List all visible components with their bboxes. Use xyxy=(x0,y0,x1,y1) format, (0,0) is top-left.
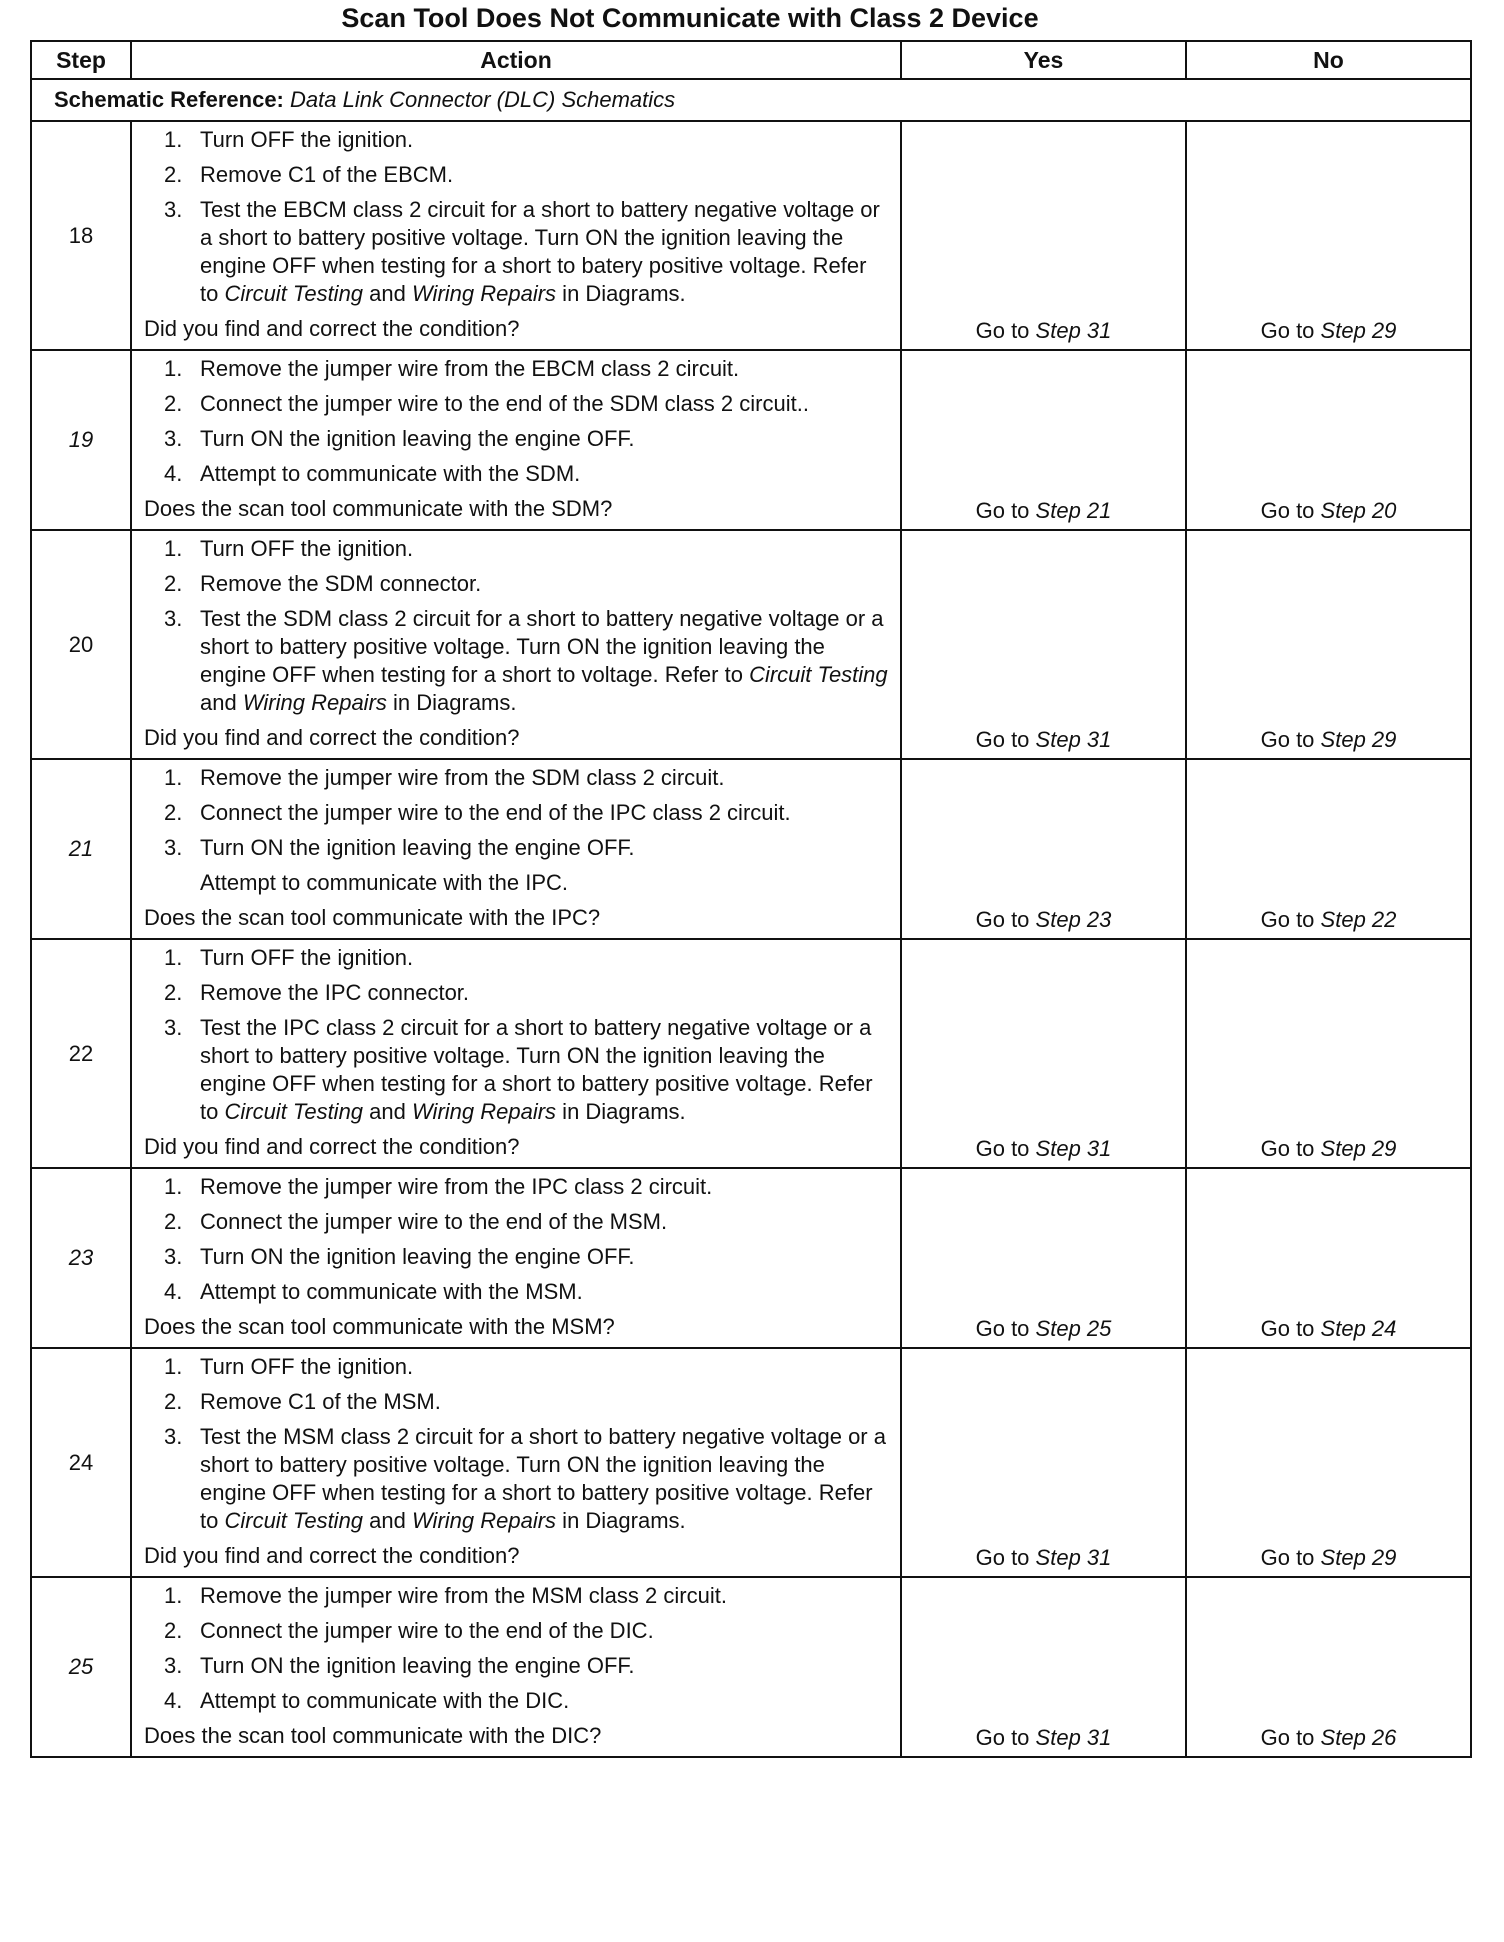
goto-prefix: Go to xyxy=(1260,1545,1315,1570)
action-text: Attempt to communicate with the MSM. xyxy=(200,1279,583,1304)
action-cell xyxy=(131,759,901,939)
action-item xyxy=(144,1014,890,1126)
goto-prefix: Go to xyxy=(975,1545,1030,1570)
no-result xyxy=(1186,1168,1471,1348)
action-number: 1. xyxy=(164,127,183,152)
action-list xyxy=(144,1353,890,1535)
action-cell xyxy=(131,350,901,530)
action-text: Remove the SDM connector. xyxy=(200,571,482,596)
action-item xyxy=(144,799,890,827)
question-text: Did you find and correct the condition? xyxy=(144,1543,520,1568)
action-list xyxy=(144,764,890,897)
action-text: Attempt to communicate with the SDM. xyxy=(200,461,581,486)
reference-label: Schematic Reference: xyxy=(54,87,284,112)
action-list xyxy=(144,535,890,717)
step-number: 21 xyxy=(31,759,131,939)
action-number: 3. xyxy=(164,426,183,451)
step-row xyxy=(31,1348,1471,1577)
action-text: Attempt to communicate with the IPC. xyxy=(200,870,569,895)
action-text: Turn ON the ignition leaving the engine OFF. xyxy=(200,1244,635,1269)
action-list xyxy=(144,355,890,488)
action-list xyxy=(144,126,890,308)
goto-step-link: Step 31 xyxy=(1035,1136,1112,1161)
action-text: Turn ON the ignition leaving the engine OFF. xyxy=(200,1653,635,1678)
yes-result xyxy=(901,1577,1186,1757)
yes-result xyxy=(901,350,1186,530)
yes-result xyxy=(901,759,1186,939)
action-item xyxy=(144,1388,890,1416)
action-cell xyxy=(131,1168,901,1348)
action-text: Remove the jumper wire from the SDM class 2 circuit. xyxy=(200,765,725,790)
action-text: Remove the IPC connector. xyxy=(200,980,470,1005)
goto-step-link: Step 31 xyxy=(1035,727,1112,752)
step-number: 20 xyxy=(31,530,131,759)
goto-step-link: Step 26 xyxy=(1320,1725,1397,1750)
action-text: Remove the jumper wire from the MSM class 2 circuit. xyxy=(200,1583,727,1608)
goto-prefix: Go to xyxy=(975,1725,1030,1750)
action-number: 2. xyxy=(164,1389,183,1414)
action-number: 1. xyxy=(164,356,183,381)
action-item xyxy=(144,1423,890,1535)
goto-step-link: Step 24 xyxy=(1320,1316,1397,1341)
action-list xyxy=(144,1582,890,1715)
action-number: 2. xyxy=(164,571,183,596)
action-text: Turn OFF the ignition. xyxy=(200,536,414,561)
goto-prefix: Go to xyxy=(975,1136,1030,1161)
action-item xyxy=(144,196,890,308)
goto-prefix: Go to xyxy=(975,907,1030,932)
goto-prefix: Go to xyxy=(1260,1136,1315,1161)
action-cell xyxy=(131,1577,901,1757)
page-title: Scan Tool Does Not Communicate with Class 2 Device xyxy=(341,3,1039,33)
no-result xyxy=(1186,121,1471,350)
action-number: 2. xyxy=(164,800,183,825)
action-list xyxy=(144,1173,890,1306)
no-result xyxy=(1186,1348,1471,1577)
step-row xyxy=(31,759,1471,939)
action-text: Turn OFF the ignition. xyxy=(200,127,414,152)
action-text: Turn ON the ignition leaving the engine OFF. xyxy=(200,426,635,451)
action-text: Remove C1 of the EBCM. xyxy=(200,162,454,187)
action-item xyxy=(144,605,890,717)
step-number: 19 xyxy=(31,350,131,530)
goto-step-link: Step 20 xyxy=(1320,498,1397,523)
action-list xyxy=(144,944,890,1126)
header-yes: Yes xyxy=(901,41,1186,79)
action-number: 1. xyxy=(164,1174,183,1199)
yes-result xyxy=(901,530,1186,759)
action-number: 1. xyxy=(164,1583,183,1608)
action-item xyxy=(144,355,890,383)
goto-step-link: Step 29 xyxy=(1320,1136,1397,1161)
no-result xyxy=(1186,939,1471,1168)
goto-prefix: Go to xyxy=(1260,727,1315,752)
action-number: 4. xyxy=(164,461,183,486)
goto-step-link: Step 22 xyxy=(1320,907,1397,932)
action-number: 4. xyxy=(164,1688,183,1713)
header-action: Action xyxy=(131,41,901,79)
action-item xyxy=(144,390,890,418)
action-item xyxy=(144,979,890,1007)
action-text: Connect the jumper wire to the end of the DIC. xyxy=(200,1618,654,1643)
step-number: 23 xyxy=(31,1168,131,1348)
question-text: Did you find and correct the condition? xyxy=(144,725,520,750)
action-number: 3. xyxy=(164,197,183,222)
goto-prefix: Go to xyxy=(975,498,1030,523)
action-text: Remove C1 of the MSM. xyxy=(200,1389,441,1414)
goto-prefix: Go to xyxy=(1260,1316,1315,1341)
action-cell xyxy=(131,939,901,1168)
action-text: Test the IPC class 2 circuit for a short to battery negative voltage or a short to battery positive voltage. Turn ON the ignition leaving the engine OFF when testing for a short to battery positive voltage. Refer to Circuit Testing and Wiring Repairs in Diagrams. xyxy=(200,1015,873,1124)
goto-step-link: Step 21 xyxy=(1035,498,1112,523)
action-number: 3. xyxy=(164,606,183,631)
action-number: 2. xyxy=(164,980,183,1005)
action-item xyxy=(144,570,890,598)
action-item xyxy=(144,126,890,154)
action-cell xyxy=(131,1348,901,1577)
action-text: Test the SDM class 2 circuit for a short to battery negative voltage or a short to battery positive voltage. Turn ON the ignition leaving the engine OFF when testing for a short to voltage. Refer to Circuit Testing and Wiring Repairs in Diagrams. xyxy=(200,606,888,715)
action-number: 3. xyxy=(164,1244,183,1269)
action-item xyxy=(144,535,890,563)
goto-prefix: Go to xyxy=(975,727,1030,752)
no-result xyxy=(1186,1577,1471,1757)
action-item xyxy=(144,1278,890,1306)
question-text: Did you find and correct the condition? xyxy=(144,1134,520,1159)
goto-step-link: Step 25 xyxy=(1035,1316,1112,1341)
action-number: 1. xyxy=(164,1354,183,1379)
step-row xyxy=(31,1577,1471,1757)
yes-result xyxy=(901,939,1186,1168)
action-number: 2. xyxy=(164,391,183,416)
action-item xyxy=(144,869,890,897)
action-number: 1. xyxy=(164,536,183,561)
action-number: 3. xyxy=(164,1653,183,1678)
schematic-reference xyxy=(31,79,1471,121)
goto-prefix: Go to xyxy=(975,318,1030,343)
action-text: Turn OFF the ignition. xyxy=(200,945,414,970)
action-text: Turn OFF the ignition. xyxy=(200,1354,414,1379)
action-number: 3. xyxy=(164,1015,183,1040)
question-text: Does the scan tool communicate with the MSM? xyxy=(144,1314,615,1339)
action-number: 3. xyxy=(164,1424,183,1449)
header-no: No xyxy=(1186,41,1471,79)
action-text: Connect the jumper wire to the end of the SDM class 2 circuit.. xyxy=(200,391,809,416)
action-item xyxy=(144,1617,890,1645)
goto-step-link: Step 31 xyxy=(1035,318,1112,343)
action-item xyxy=(144,1353,890,1381)
action-item xyxy=(144,1208,890,1236)
reference-link: Data Link Connector (DLC) Schematics xyxy=(290,87,676,112)
goto-step-link: Step 29 xyxy=(1320,727,1397,752)
action-item xyxy=(144,1173,890,1201)
action-item xyxy=(144,1687,890,1715)
action-item xyxy=(144,425,890,453)
goto-prefix: Go to xyxy=(975,1316,1030,1341)
yes-result xyxy=(901,1168,1186,1348)
action-text: Remove the jumper wire from the EBCM class 2 circuit. xyxy=(200,356,740,381)
action-text: Turn ON the ignition leaving the engine OFF. xyxy=(200,835,635,860)
step-number: 24 xyxy=(31,1348,131,1577)
action-number: 4. xyxy=(164,1279,183,1304)
action-item xyxy=(144,764,890,792)
step-row xyxy=(31,350,1471,530)
action-number: 1. xyxy=(164,945,183,970)
action-number: 2. xyxy=(164,1209,183,1234)
action-number: 1. xyxy=(164,765,183,790)
question-text: Does the scan tool communicate with the SDM? xyxy=(144,496,613,521)
action-text: Connect the jumper wire to the end of the IPC class 2 circuit. xyxy=(200,800,791,825)
step-row xyxy=(31,939,1471,1168)
action-cell xyxy=(131,121,901,350)
action-item xyxy=(144,1243,890,1271)
step-number: 18 xyxy=(31,121,131,350)
no-result xyxy=(1186,530,1471,759)
action-text: Test the EBCM class 2 circuit for a short to battery negative voltage or a short to battery positive voltage. Turn ON the ignition leaving the engine OFF when testing for a short to batery positive voltage. Refer to Circuit Testing and Wiring Repairs in Diagrams. xyxy=(200,197,880,306)
goto-step-link: Step 29 xyxy=(1320,1545,1397,1570)
action-item xyxy=(144,460,890,488)
action-number: 2. xyxy=(164,1618,183,1643)
goto-prefix: Go to xyxy=(1260,318,1315,343)
goto-prefix: Go to xyxy=(1260,1725,1315,1750)
question-text: Does the scan tool communicate with the IPC? xyxy=(144,905,601,930)
step-row xyxy=(31,121,1471,350)
action-item xyxy=(144,1652,890,1680)
action-number: 2. xyxy=(164,162,183,187)
action-text: Attempt to communicate with the DIC. xyxy=(200,1688,570,1713)
step-number: 22 xyxy=(31,939,131,1168)
question-text: Did you find and correct the condition? xyxy=(144,316,520,341)
no-result xyxy=(1186,759,1471,939)
action-item xyxy=(144,1582,890,1610)
schematic-reference-row xyxy=(31,79,1471,121)
goto-step-link: Step 31 xyxy=(1035,1545,1112,1570)
yes-result xyxy=(901,1348,1186,1577)
step-row xyxy=(31,530,1471,759)
action-text: Test the MSM class 2 circuit for a short to battery negative voltage or a short to battery positive voltage. Turn ON the ignition leaving the engine OFF when testing for a short to battery positive voltage. Refer to Circuit Testing and Wiring Repairs in Diagrams. xyxy=(200,1424,886,1533)
action-text: Remove the jumper wire from the IPC class 2 circuit. xyxy=(200,1174,713,1199)
action-text: Connect the jumper wire to the end of the MSM. xyxy=(200,1209,668,1234)
header-row xyxy=(31,41,1471,79)
goto-step-link: Step 29 xyxy=(1320,318,1397,343)
action-cell xyxy=(131,530,901,759)
action-item xyxy=(144,834,890,862)
step-number: 25 xyxy=(31,1577,131,1757)
no-result xyxy=(1186,350,1471,530)
yes-result xyxy=(901,121,1186,350)
action-number: 3. xyxy=(164,835,183,860)
goto-step-link: Step 23 xyxy=(1035,907,1112,932)
action-item xyxy=(144,944,890,972)
question-text: Does the scan tool communicate with the DIC? xyxy=(144,1723,602,1748)
step-row xyxy=(31,1168,1471,1348)
action-item xyxy=(144,161,890,189)
goto-prefix: Go to xyxy=(1260,907,1315,932)
header-step: Step xyxy=(31,41,131,79)
diagnostic-table xyxy=(30,40,1472,1758)
goto-step-link: Step 31 xyxy=(1035,1725,1112,1750)
goto-prefix: Go to xyxy=(1260,498,1315,523)
